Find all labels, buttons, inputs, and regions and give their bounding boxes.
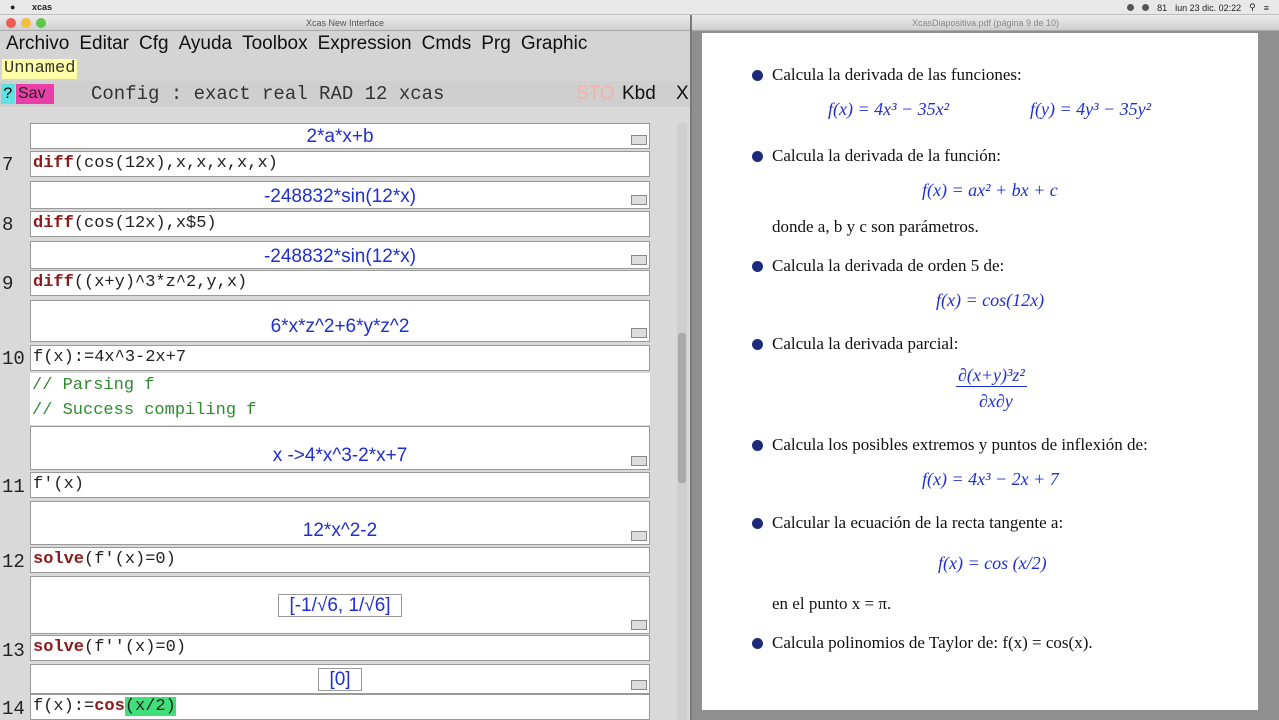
file-tab-bar <box>0 57 690 81</box>
output-scroll-icon[interactable] <box>631 195 647 205</box>
scrollbar-thumb[interactable] <box>678 333 686 483</box>
math-expression: f(x) = ax² + bx + c <box>922 180 1058 200</box>
menu-cmds[interactable]: Cmds <box>421 33 472 54</box>
xcas-window <box>0 15 690 720</box>
math-expression: f(x) = 4x³ − 2x + 7 <box>922 469 1059 489</box>
output-cell[interactable] <box>30 181 650 209</box>
command-args: ((x+y)^3*z^2,y,x) <box>73 273 248 292</box>
bullet-icon <box>752 440 763 451</box>
close-icon[interactable] <box>6 18 16 28</box>
command-keyword: solve <box>33 550 85 569</box>
comment-line: // Parsing f <box>32 376 155 395</box>
xcas-menu-bar <box>0 31 690 57</box>
command-args: (f'(x)=0) <box>84 550 176 569</box>
output-cell[interactable] <box>30 576 650 634</box>
output-cell[interactable] <box>30 426 650 470</box>
zoom-icon[interactable] <box>36 18 46 28</box>
bullet-icon <box>752 638 763 649</box>
search-icon[interactable]: ⚲ <box>1249 2 1256 12</box>
file-tab[interactable]: Unnamed <box>4 59 76 78</box>
math-expression: f(y) = 4y³ − 35y² <box>1030 99 1152 119</box>
wifi-icon[interactable] <box>1142 4 1149 11</box>
apple-icon[interactable]: ● <box>10 2 16 12</box>
level-number: 7 <box>2 154 14 176</box>
pdf-page <box>702 33 1258 710</box>
command-prefix: f(x):= <box>33 697 95 716</box>
output-scroll-icon[interactable] <box>631 531 647 541</box>
input-cell[interactable] <box>30 270 650 296</box>
menu-cfg[interactable]: Cfg <box>139 33 169 54</box>
bullet-icon <box>752 518 763 529</box>
comment-line: // Success compiling f <box>32 401 257 420</box>
worksheet <box>0 123 690 720</box>
note-text: en el punto x = π. <box>772 594 892 613</box>
level-number: 12 <box>2 551 25 573</box>
exercise-item: Calcular la ecuación de la recta tangente a: <box>772 513 1064 532</box>
output-text: 6*x*z^2+6*y*z^2 <box>270 316 410 337</box>
math-denominator: ∂x∂y <box>979 391 1013 411</box>
note-text: donde a, b y c son parámetros. <box>772 217 979 236</box>
command-args: (cos(12x),x,x,x,x,x) <box>73 154 278 173</box>
exercise-item: Calcula los posibles extremos y puntos de inflexión de: <box>772 435 1148 454</box>
output-text: -248832*sin(12*x) <box>263 246 417 267</box>
app-name[interactable]: xcas <box>32 2 53 12</box>
input-cell[interactable] <box>30 547 650 573</box>
math-expression: f(x) = cos(12x) <box>936 290 1045 310</box>
comment-cell[interactable] <box>30 373 650 425</box>
exercise-item: Calcula la derivada de las funciones: <box>772 65 1022 84</box>
command-keyword: diff <box>33 154 74 173</box>
output-text: 12*x^2-2 <box>302 520 378 541</box>
exercise-item: Calcula la derivada de la función: <box>772 146 1001 165</box>
xcas-title-bar <box>0 15 690 31</box>
command-keyword: diff <box>33 214 74 233</box>
output-text: [0] <box>318 668 361 691</box>
menu-prg[interactable]: Prg <box>481 33 511 54</box>
selected-text[interactable]: (x/2) <box>124 697 176 716</box>
output-cell[interactable] <box>30 664 650 694</box>
math-numerator: ∂(x+y)³z² <box>958 365 1025 385</box>
bullet-icon <box>752 261 763 272</box>
save-button[interactable]: Sav <box>16 84 54 104</box>
command-keyword: diff <box>33 273 74 292</box>
mac-menubar <box>0 0 1279 15</box>
menu-toolbox[interactable]: Toolbox <box>242 33 308 54</box>
level-number: 8 <box>2 214 14 236</box>
output-scroll-icon[interactable] <box>631 135 647 145</box>
output-cell[interactable] <box>30 300 650 342</box>
output-scroll-icon[interactable] <box>631 680 647 690</box>
input-cell[interactable] <box>30 211 650 237</box>
level-number: 14 <box>2 698 25 720</box>
config-status[interactable]: Config : exact real RAD 12 xcas <box>91 83 445 105</box>
output-cell[interactable] <box>30 123 650 149</box>
command-keyword: solve <box>33 638 85 657</box>
output-scroll-icon[interactable] <box>631 255 647 265</box>
bullet-icon <box>752 70 763 81</box>
menu-expression[interactable]: Expression <box>317 33 412 54</box>
output-scroll-icon[interactable] <box>631 328 647 338</box>
command-text: f'(x) <box>33 475 85 494</box>
exercise-item: Calcula polinomios de Taylor de: f(x) = cos(x). <box>772 633 1093 652</box>
status-icon[interactable] <box>1127 4 1134 11</box>
minimize-icon[interactable] <box>21 18 31 28</box>
command-keyword: cos <box>94 697 125 716</box>
worksheet-scrollbar[interactable] <box>677 123 687 720</box>
level-number: 11 <box>2 476 25 498</box>
help-button[interactable]: ? <box>1 84 15 104</box>
output-text: x ->4*x^3-2*x+7 <box>272 445 408 466</box>
menu-archivo[interactable]: Archivo <box>6 33 70 54</box>
output-text: -248832*sin(12*x) <box>263 186 417 207</box>
menu-editar[interactable]: Editar <box>79 33 129 54</box>
input-cell[interactable] <box>30 345 650 371</box>
pdf-viewer-window <box>692 15 1279 720</box>
clock[interactable]: lun 23 dic. 02:22 <box>1175 2 1242 13</box>
keyboard-button[interactable]: Kbd <box>622 83 656 104</box>
math-expression: f(x) = 4x³ − 35x² <box>828 99 950 119</box>
level-number: 9 <box>2 273 14 295</box>
exercise-item: Calcula la derivada de orden 5 de: <box>772 256 1005 275</box>
close-session-button[interactable]: X <box>676 83 689 104</box>
input-cell[interactable] <box>30 151 650 177</box>
output-text: 2*a*x+b <box>306 126 374 147</box>
output-cell[interactable] <box>30 241 650 269</box>
status-bar <box>0 81 690 107</box>
output-cell[interactable] <box>30 501 650 545</box>
command-text: f(x):=4x^3-2x+7 <box>33 348 187 367</box>
level-number: 13 <box>2 640 25 662</box>
pdf-title-bar: XcasDiapositiva.pdf (página 9 de 10) <box>692 15 1279 31</box>
command-args: (cos(12x),x$5) <box>73 214 217 233</box>
bullet-icon <box>752 339 763 350</box>
input-cell[interactable] <box>30 635 650 661</box>
menu-graphic[interactable]: Graphic <box>520 33 588 54</box>
sto-button[interactable]: STO <box>576 83 615 104</box>
output-text: [-1/√6, 1/√6] <box>278 594 401 617</box>
output-scroll-icon[interactable] <box>631 620 647 630</box>
level-number: 10 <box>2 348 25 370</box>
menu-ayuda[interactable]: Ayuda <box>178 33 233 54</box>
input-cell[interactable] <box>30 472 650 498</box>
list-icon[interactable]: ≡ <box>1263 2 1269 13</box>
output-scroll-icon[interactable] <box>631 456 647 466</box>
exercise-item: Calcula la derivada parcial: <box>772 334 959 353</box>
command-args: (f''(x)=0) <box>84 638 187 657</box>
xcas-window-title: Xcas New Interface <box>305 18 385 28</box>
battery-level[interactable]: 81 <box>1157 2 1168 13</box>
input-cell[interactable] <box>30 694 650 720</box>
bullet-icon <box>752 151 763 162</box>
math-expression: f(x) = cos (x/2) <box>938 553 1047 573</box>
